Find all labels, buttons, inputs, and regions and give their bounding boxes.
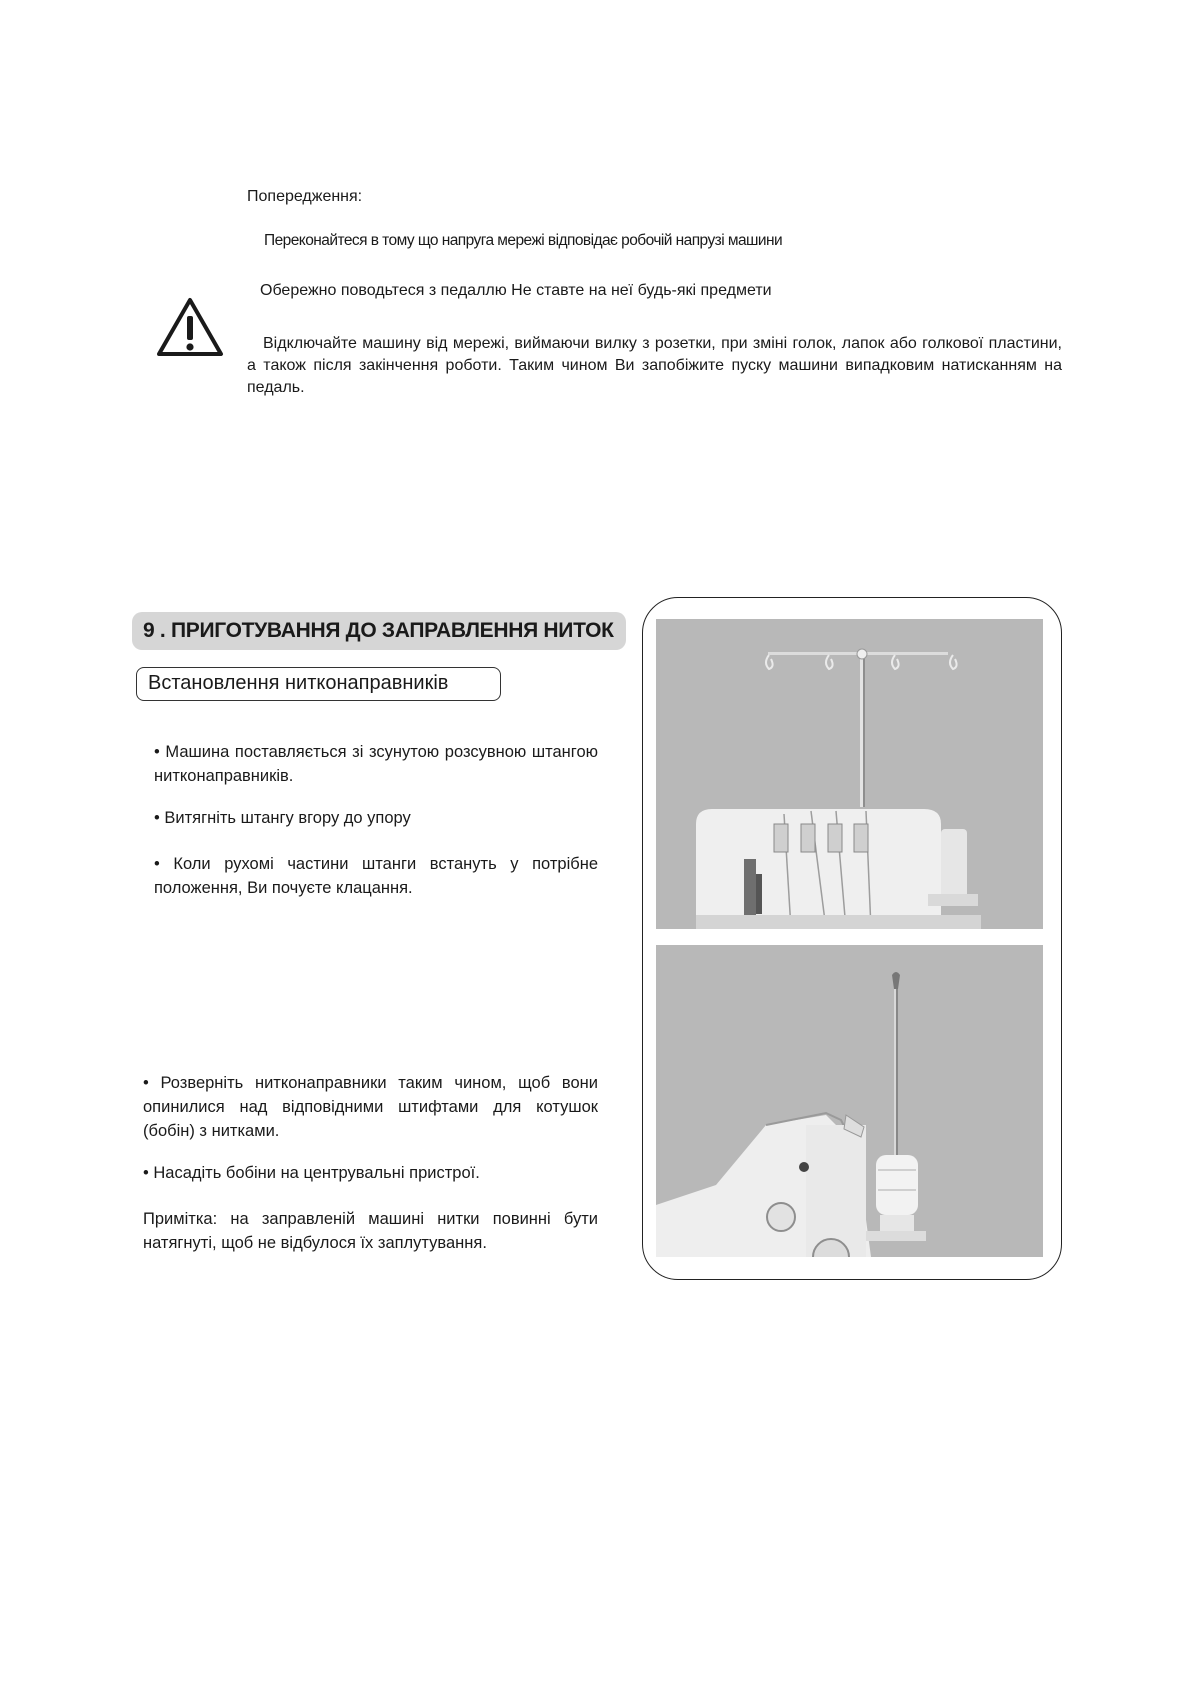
warning-triangle-icon [155,296,225,358]
warning-voltage-text: Переконайтеся в тому що напруга мережі відповідає робочій напрузі машини [264,232,783,249]
thread-stand-extended-photo [656,619,1043,929]
instruction-paragraph: • Коли рухомі частини штанги встануть у потрібне положення, Ви почуєте клацання. [154,855,598,897]
warning-unplug-text: Відключайте машину від мережі, виймаючи вилку з розетки, при зміні голок, лапок або голкової пластини, а також після закінчення роботи. Таким чином Ви запобіжите пуску машини випадковим натисканням на педаль. [247,335,1062,396]
instruction-paragraph: • Насадіть бобіни на центрувальні пристрої. [143,1164,480,1182]
instruction-paragraph: • Розверніть нитконаправники таким чином, щоб вони опинилися над відповідними штифтами для котушок (бобін) з нитками. [143,1074,598,1140]
thread-guides-positioned-photo [656,945,1043,1257]
instruction-paragraph: • Витягніть штангу вгору до упору [154,809,411,827]
note-paragraph: Примітка: на заправленій машині нитки повинні бути натягнуті, щоб не відбулося їх заплутування. [143,1210,598,1252]
instruction-paragraph: • Машина поставляється зі зсунутою розсувною штангою нитконаправників. [154,743,598,785]
warning-title: Попередження: [247,188,363,205]
warning-pedal-text: Обережно поводьтеся з педаллю Не ставте на неї будь-які предмети [260,282,772,299]
section-title: 9 . ПРИГОТУВАННЯ ДО ЗАПРАВЛЕННЯ НИТОК [132,612,626,650]
section-subtitle: Встановлення нитконаправників [136,667,501,701]
